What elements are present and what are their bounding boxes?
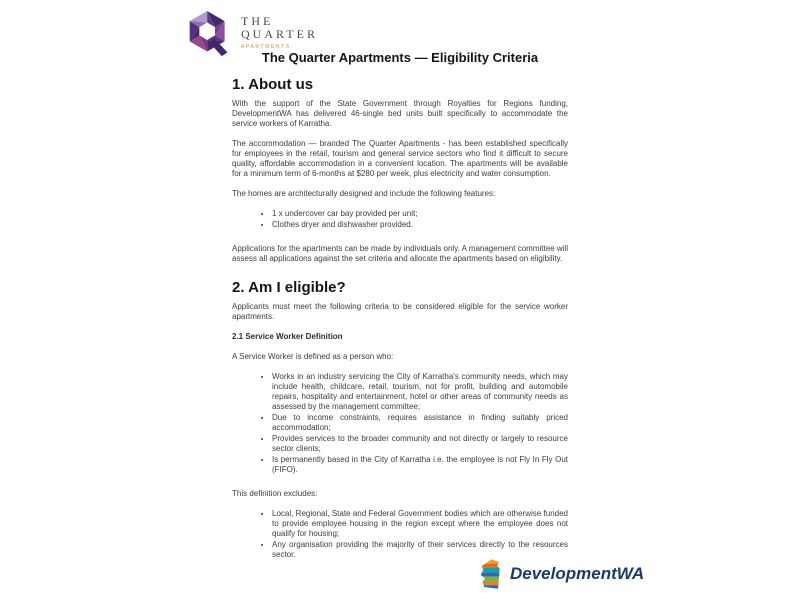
excludes-list: [232, 509, 568, 560]
logo-tagline-apartments: APARTMENTS: [241, 44, 291, 50]
wa-map-icon: [479, 558, 505, 590]
definition-item: • Is permanently based in the City of Karratha i.e. the employee is not Fly In Fly Out (FIFO).: [272, 455, 568, 475]
section-1-paragraph-2: The accommodation — branded The Quarter Apartments - has been established specifically for employees in the retail, tourism and general service sectors who find it difficult to secure quality, affordable accommodation in a convenient location. The apartments will be available for a minimum term of 6-months at $280 per week, plus electricity and water consumption.: [232, 139, 568, 178]
section-2-heading: 2. Am I eligible?: [232, 279, 346, 296]
section-1-paragraph-4: Applications for the apartments can be made by individuals only. A management committee will assess all applications against the set criteria and allocate the apartments based on eligibility.: [232, 244, 568, 263]
document-body: [232, 76, 568, 574]
quarter-wordmark: [241, 8, 318, 50]
logo-line-quarter: QUARTER: [241, 27, 318, 41]
definition-item: • Provides services to the broader community and not directly or largely to resource sector clients;: [272, 434, 568, 454]
document-title: The Quarter Apartments — Eligibility Criteria: [261, 50, 539, 65]
section-2-intro: Applicants must meet the following criteria to be considered eligible for the service worker apartments.: [232, 302, 568, 321]
definition-item: • Works in an industry servicing the City of Karratha's community needs, which may include health, childcare, retail, tourism, not for profit, building and automobile repairs, hospitality and entertainment, hotel or other areas of community needs as assessed by the management committee;: [272, 372, 568, 412]
definition-item: • Due to income constraints, requires assistance in finding suitably priced accommodation;: [272, 413, 568, 433]
section-1-paragraph-1: With the support of the State Government through Royalties for Regions funding, DevelopmentWA has delivered 46-single bed units built specifically to accommodate the service workers of Karratha.: [232, 99, 568, 128]
developmentwa-logo: [479, 558, 644, 590]
excludes-item: • Local, Regional, State and Federal Government bodies which are otherwise funded to provide employee housing in the region except where the employee does not qualify for housing;: [272, 509, 568, 539]
logo-line-the: THE: [241, 14, 274, 28]
feature-item: • 1 x undercover car bay provided per unit;: [272, 209, 568, 219]
section-2-1-subheading: 2.1 Service Worker Definition: [232, 332, 343, 341]
section-1-paragraph-3: The homes are architecturally designed and include the following features:: [232, 189, 496, 198]
feature-item: • Clothes dryer and dishwasher provided.: [272, 220, 568, 230]
excludes-intro: This definition excludes:: [232, 489, 318, 498]
definition-intro: A Service Worker is defined as a person who:: [232, 352, 394, 361]
definition-list: [232, 372, 568, 475]
features-list: [232, 209, 568, 230]
excludes-item: • Any organisation providing the majority of their services directly to the resources sector.: [272, 540, 568, 560]
developmentwa-wordmark: DevelopmentWA: [510, 564, 645, 583]
section-1-heading: 1. About us: [232, 76, 314, 93]
